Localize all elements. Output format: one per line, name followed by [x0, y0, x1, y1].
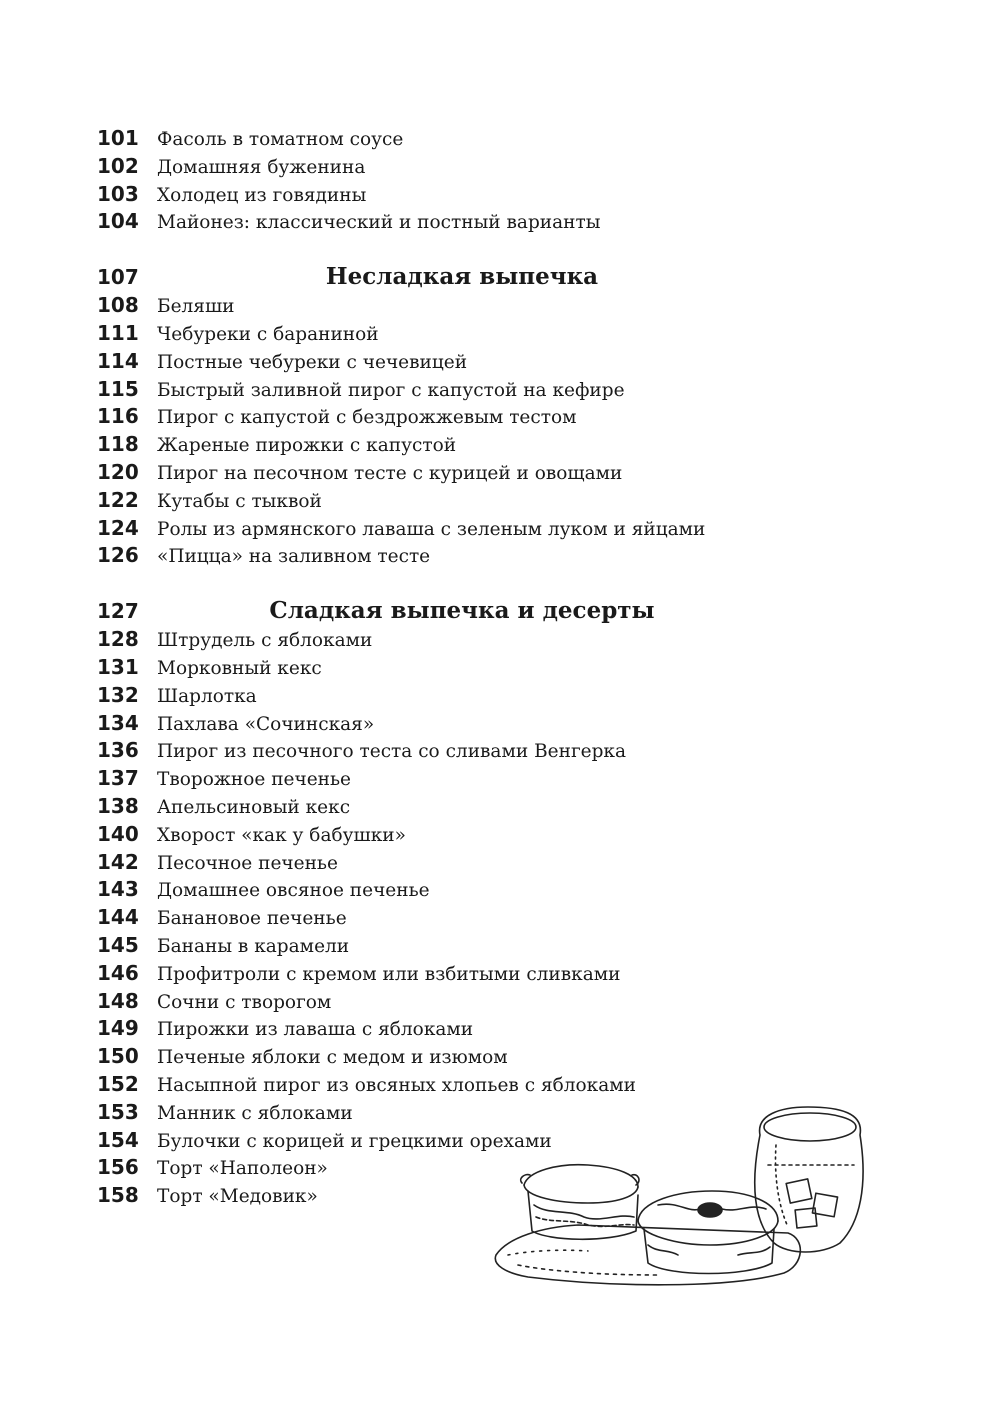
page-number: 146: [97, 960, 139, 985]
toc-entry[interactable]: [97, 711, 737, 739]
toc-entry[interactable]: [97, 933, 737, 961]
page-number: 101: [97, 126, 139, 150]
page-number: 153: [97, 1099, 139, 1124]
page-number: 120: [97, 459, 139, 484]
entry-title: Морковный кекс: [157, 657, 322, 679]
toc-entry[interactable]: [97, 1044, 737, 1072]
page-number: 137: [97, 766, 139, 791]
pies-and-glass-sketch-icon: [488, 1105, 888, 1295]
entry-title: Штрудель с яблоками: [157, 630, 373, 652]
toc-entry[interactable]: [97, 209, 737, 237]
entry-title: Пирог из песочного теста со сливами Венгерка: [157, 741, 627, 763]
page-number: 114: [97, 348, 139, 373]
entry-title: Шарлотка: [157, 685, 257, 707]
entry-title: Творожное печенье: [157, 769, 351, 791]
toc-entry[interactable]: [97, 182, 737, 210]
entry-title: Печеные яблоки с медом и изюмом: [157, 1047, 508, 1069]
entry-title: Беляши: [157, 296, 235, 318]
toc-entry[interactable]: [97, 655, 737, 683]
page-number: 103: [97, 181, 139, 206]
entry-title: Ролы из армянского лаваша с зеленым луком и яйцами: [157, 518, 706, 540]
page-number: 122: [97, 487, 139, 512]
toc-entry[interactable]: [97, 822, 737, 850]
toc-entry[interactable]: [97, 293, 737, 321]
toc-entry[interactable]: [97, 1072, 737, 1100]
toc-entry[interactable]: [97, 516, 737, 544]
entry-title: Быстрый заливной пирог с капустой на кефире: [157, 379, 625, 401]
page-number: 116: [97, 404, 139, 429]
toc-entry[interactable]: [97, 850, 737, 878]
page-number: 145: [97, 932, 139, 957]
entry-title: Профитроли с кремом или взбитыми сливками: [157, 963, 621, 985]
page-number: 150: [97, 1044, 139, 1069]
section-title: Сладкая выпечка и десерты: [269, 597, 655, 625]
toc-entry[interactable]: [97, 961, 737, 989]
entry-title: Домашнее овсяное печенье: [157, 880, 430, 902]
toc-entry[interactable]: [97, 154, 737, 182]
entry-title: «Пицца» на заливном тесте: [157, 546, 431, 568]
toc-entry[interactable]: [97, 877, 737, 905]
table-of-contents: [97, 126, 737, 1211]
entry-title: Хворост «как у бабушки»: [157, 824, 406, 846]
entry-title: Постные чебуреки с чечевицей: [157, 351, 468, 373]
entry-title: Чебуреки с бараниной: [157, 323, 379, 345]
toc-entry[interactable]: [97, 404, 737, 432]
toc-entry[interactable]: [97, 683, 737, 711]
page-number: 127: [97, 599, 139, 624]
page-number: 126: [97, 543, 139, 568]
page-number: 152: [97, 1071, 139, 1096]
toc-entry[interactable]: [97, 432, 737, 460]
entry-title: Насыпной пирог из овсяных хлопьев с яблоками: [157, 1074, 636, 1096]
entry-title: Пирог на песочном тесте с курицей и овощами: [157, 462, 623, 484]
entry-title: Булочки с корицей и грецкими орехами: [157, 1130, 552, 1152]
page-number: 115: [97, 376, 139, 401]
entry-title: Домашняя буженина: [157, 156, 366, 178]
page-number: 134: [97, 710, 139, 735]
toc-entry[interactable]: [97, 543, 737, 571]
entry-title: Пирожки из лаваша с яблоками: [157, 1019, 474, 1041]
entry-title: Фасоль в томатном соусе: [157, 129, 404, 150]
entry-title: Жареные пирожки с капустой: [157, 435, 457, 457]
toc-entry[interactable]: [97, 321, 737, 349]
toc-entry[interactable]: [97, 794, 737, 822]
page-number: 140: [97, 821, 139, 846]
page-number: 158: [97, 1183, 139, 1208]
entry-title: Торт «Медовик»: [157, 1186, 318, 1208]
toc-entry[interactable]: [97, 349, 737, 377]
entry-title: Майонез: классический и постный варианты: [157, 212, 601, 234]
page-number: 102: [97, 153, 139, 178]
entry-title: Пирог с капустой с бездрожжевым тестом: [157, 407, 577, 429]
toc-entry[interactable]: [97, 989, 737, 1017]
entry-title: Пахлава «Сочинская»: [157, 713, 375, 735]
toc-entry[interactable]: [97, 766, 737, 794]
entry-title: Торт «Наполеон»: [157, 1158, 328, 1180]
entry-title: Апельсиновый кекс: [157, 796, 351, 818]
page-number: 132: [97, 682, 139, 707]
page-number: 111: [97, 320, 139, 345]
entry-title: Сочни с творогом: [157, 991, 332, 1013]
page-number: 131: [97, 654, 139, 679]
page-number: 144: [97, 905, 139, 930]
page-number: 154: [97, 1127, 139, 1152]
entry-title: Кутабы с тыквой: [157, 490, 322, 512]
entry-title: Холодец из говядины: [157, 184, 367, 206]
page-number: 136: [97, 738, 139, 763]
toc-entry[interactable]: [97, 460, 737, 488]
page-number: 128: [97, 627, 139, 652]
entry-title: Песочное печенье: [157, 852, 338, 874]
page-number: 156: [97, 1155, 139, 1180]
toc-entry[interactable]: [97, 905, 737, 933]
toc-entry[interactable]: [97, 488, 737, 516]
page-number: 104: [97, 209, 139, 234]
page-number: 138: [97, 793, 139, 818]
section-heading[interactable]: [97, 597, 737, 627]
toc-entry[interactable]: [97, 1016, 737, 1044]
page-number: 107: [97, 265, 139, 290]
entry-title: Манник с яблоками: [157, 1102, 353, 1124]
toc-entry[interactable]: [97, 738, 737, 766]
page-number: 149: [97, 1016, 139, 1041]
page-number: 143: [97, 877, 139, 902]
section-title: Несладкая выпечка: [325, 263, 599, 291]
page-number: 148: [97, 988, 139, 1013]
page-number: 118: [97, 432, 139, 457]
toc-entry[interactable]: [97, 377, 737, 405]
page-number: 142: [97, 849, 139, 874]
page-number: 108: [97, 293, 139, 318]
section-heading[interactable]: [97, 263, 737, 293]
toc-entry[interactable]: [97, 126, 737, 154]
entry-title: Банановое печенье: [157, 908, 347, 930]
entry-title: Бананы в карамели: [157, 935, 350, 957]
page-number: 124: [97, 515, 139, 540]
toc-entry[interactable]: [97, 627, 737, 655]
